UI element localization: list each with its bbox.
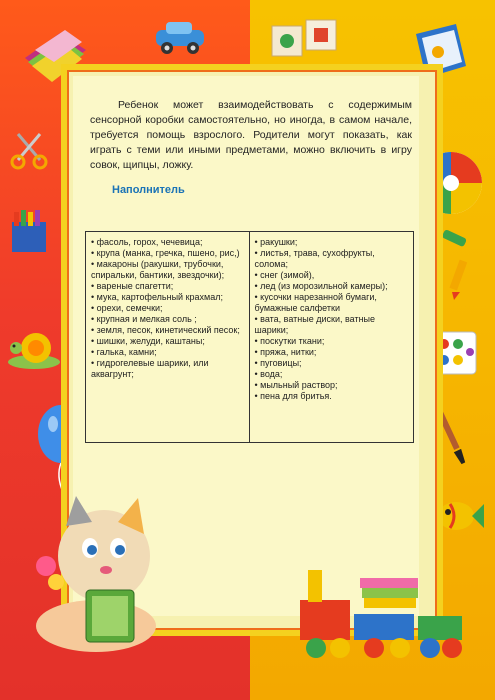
filler-item: • земля, песок, кинетический песок;: [91, 325, 240, 335]
filler-list-left: [91, 237, 245, 380]
filler-item: • галька, камни;: [91, 347, 157, 357]
filler-item: • листья, трава, сухофрукты, солома;: [254, 248, 375, 269]
filler-item: • макароны (ракушки, трубочки, спиральки, бантики, звездочки);: [91, 259, 225, 280]
filler-item: • крупная и мелкая соль ;: [91, 314, 197, 324]
toy-train-icon: [290, 560, 470, 670]
intro-paragraph: [90, 98, 412, 173]
filler-item: • крупа (манка, гречка, пшено, рис,): [91, 248, 240, 258]
marker-icon: [440, 226, 470, 252]
filler-table: [85, 231, 414, 443]
filler-item: • мыльный раствор;: [254, 380, 338, 390]
filler-item: • мука, картофельный крахмал;: [91, 292, 223, 302]
filler-item: • вата, ватные диски, ватные шарики;: [254, 314, 376, 335]
filler-item: • кусочки нарезанной бумаги, бумажные салфетки: [254, 292, 377, 313]
filler-item: • пуговицы;: [254, 358, 302, 368]
cat-toy-icon: [26, 486, 176, 656]
filler-item: • ракушки;: [254, 237, 298, 247]
toy-car-icon: [150, 18, 210, 56]
filler-item: • вода;: [254, 369, 283, 379]
filler-list-right: [255, 237, 410, 402]
filler-item: • пена для бритья.: [254, 391, 332, 401]
filler-item: • орехи, семечки;: [91, 303, 163, 313]
filler-item: • снег (зимой),: [254, 270, 315, 280]
intro-text: Ребенок может взаимодействовать с содержимым сенсорной коробки самостоятельно, но иногда, в самом начале, требуется помощь взрослого. Родители могут показать, как играть с теми или иными предметами, можно включить в игру совок, щипцы, ложку.: [90, 99, 412, 171]
scissors-icon: [10, 130, 48, 170]
filler-item: • поскутки ткани;: [254, 336, 325, 346]
filler-column-right: [250, 232, 414, 442]
filler-item: • гидрогелевые шарики, или аквагрунт;: [91, 358, 209, 379]
pencil-icon: [444, 256, 472, 300]
filler-item: • вареные спагетти;: [91, 281, 174, 291]
filler-column-left: [86, 232, 250, 442]
filler-item: • лед (из морозильной камеры);: [254, 281, 388, 291]
filler-item: • фасоль, горох, чечевица;: [91, 237, 203, 247]
filler-item: • пряжа, нитки;: [254, 347, 317, 357]
section-title: Наполнитель: [112, 184, 185, 196]
cubes-icon: [270, 16, 340, 60]
snail-icon: [6, 322, 62, 370]
filler-item: • шишки, желуди, каштаны;: [91, 336, 205, 346]
crayons-icon: [8, 208, 50, 256]
